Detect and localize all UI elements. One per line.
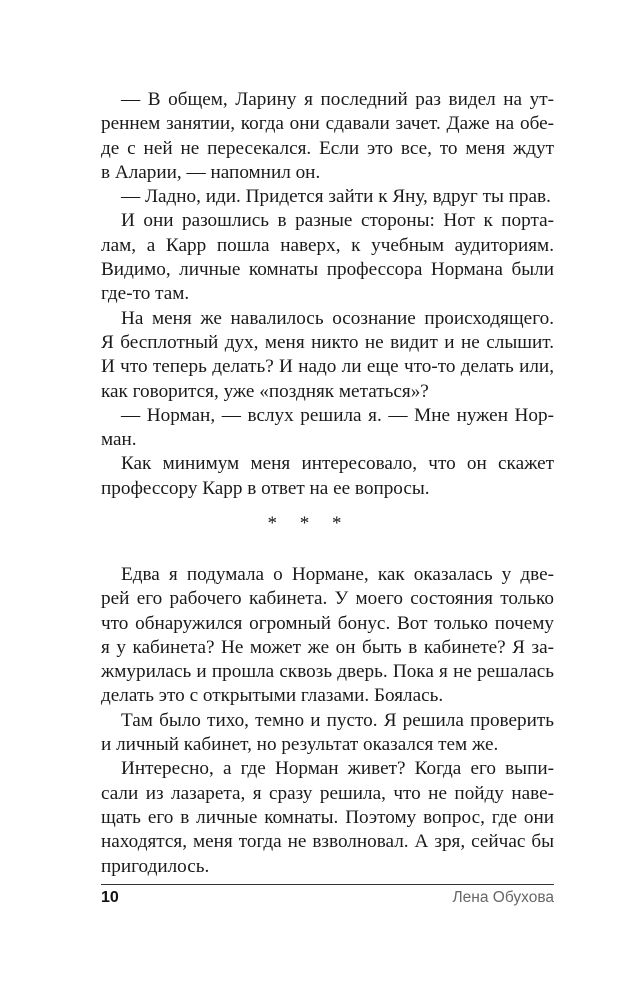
text-line: пригодилось. — [101, 855, 210, 877]
text-line: Там было тихо, темно и пусто. Я решила проверить — [121, 709, 554, 731]
text-line: Я бесплотный дух, меня никто не видит и не слышит. — [101, 331, 554, 353]
text-block-top — [101, 88, 554, 501]
footer-divider — [101, 884, 554, 885]
text-line: где-то там. — [101, 283, 190, 305]
text-line: де с ней не пересекался. Если это все, то меня ждут — [101, 137, 554, 159]
text-line: щать его в личные комнаты. Поэтому вопрос, где они — [101, 806, 554, 828]
text-line: — В общем, Ларину я последний раз видел на ут- — [121, 89, 554, 110]
text-line: жмурилась и прошла сквозь дверь. Пока я не решалась — [101, 661, 554, 683]
page-number: 10 — [101, 889, 119, 906]
text-line: делать это с открытыми глазами. Боялась. — [101, 685, 444, 707]
text-line: я у кабинета? Не может же он быть в кабинете? Я за- — [101, 636, 554, 658]
text-line: что обнаружился огромный бонус. Вот только почему — [101, 612, 554, 634]
section-separator: * * * — [267, 513, 351, 534]
text-line: И они разошлись в разные стороны: Нот к порта- — [121, 210, 554, 232]
text-line: и личный кабинет, но результат оказался тем же. — [101, 734, 499, 756]
text-line: ман. — [101, 429, 137, 451]
text-line: Интересно, а где Норман живет? Когда его выпи- — [121, 758, 554, 780]
text-line: сали из лазарета, я сразу решила, что не пойду наве- — [101, 782, 554, 804]
text-line: На меня же навалилось осознание происходящего. — [121, 307, 554, 329]
text-line: Едва я подумала о Нормане, как оказалась у две- — [121, 564, 554, 585]
text-line: Видимо, личные комнаты профессора Нормана были — [101, 259, 554, 281]
text-line: — Ладно, иди. Придется зайти к Яну, вдруг ты прав. — [121, 186, 551, 208]
text-block-bottom — [101, 563, 554, 879]
text-line: рей его рабочего кабинета. У моего состояния только — [101, 588, 554, 610]
text-line: И что теперь делать? И надо ли еще что-то делать или, — [101, 356, 554, 378]
text-line: реннем занятии, когда они сдавали зачет. Даже на обе- — [101, 113, 554, 135]
text-line: лам, а Карр пошла наверх, к учебным аудиториям. — [101, 234, 554, 256]
text-line: Как минимум меня интересовало, что он скажет — [121, 453, 554, 475]
text-line: находятся, меня тогда не взволновал. А зря, сейчас бы — [101, 831, 554, 853]
text-line: — Норман, — вслух решила я. — Мне нужен Нор- — [121, 404, 554, 426]
running-footer-author: Лена Обухова — [452, 889, 554, 906]
text-line: как говорится, уже «поздняк метаться»? — [101, 380, 429, 402]
text-line: в Аларии, — напомнил он. — [101, 161, 321, 183]
text-line: профессору Карр в ответ на ее вопросы. — [101, 477, 430, 499]
